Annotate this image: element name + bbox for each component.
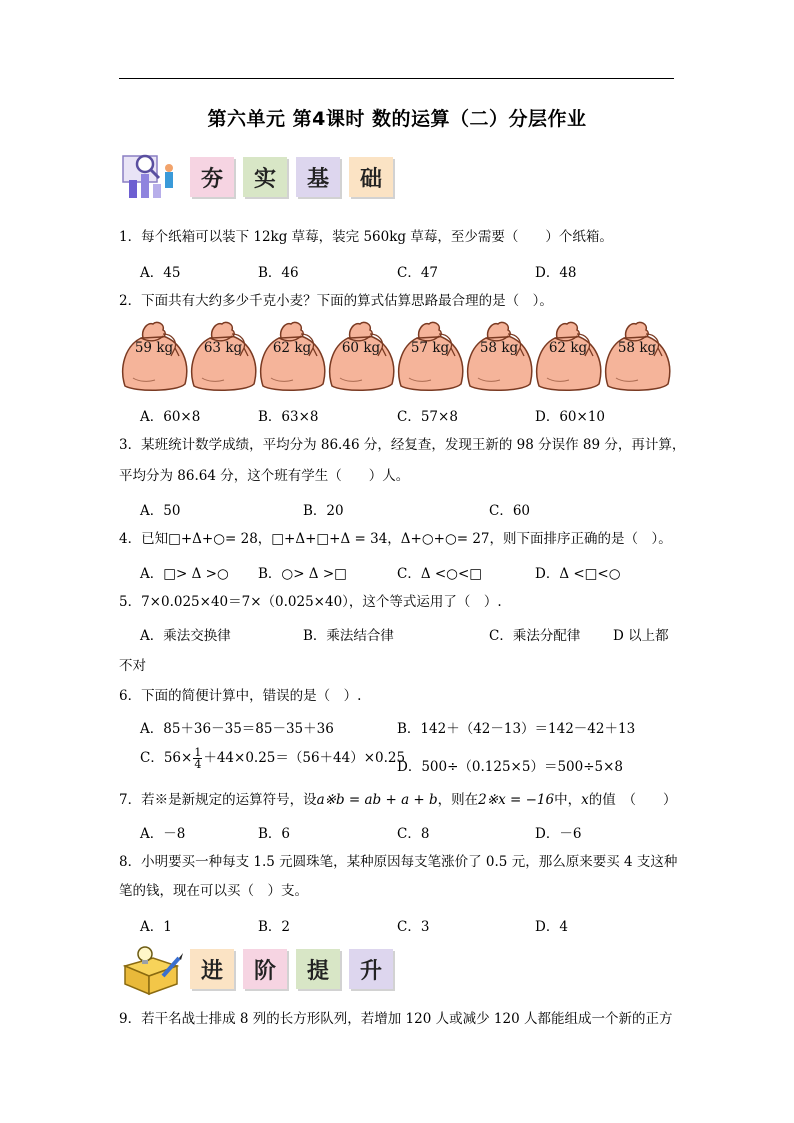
wheat-bag (395, 318, 473, 393)
wheat-bag-weight: 62 kg (548, 340, 588, 356)
q8-option-b: B．2 (258, 919, 291, 935)
question-6: 6．下面的简便计算中，错误的是（ ）. (119, 688, 362, 704)
q7-option-b: B．6 (258, 826, 291, 842)
q6-option-c-post: ＋44×0.25＝（56＋44）×0.25 (203, 750, 406, 766)
q3-option-c: C．60 (489, 503, 531, 519)
wheat-bag-weight: 62 kg (272, 340, 312, 356)
wheat-bag-weight: 59 kg (134, 340, 174, 356)
q4-option-d: D．Δ <□<○ (535, 566, 621, 582)
wheat-bag (533, 318, 611, 393)
wheat-bag-weight: 63 kg (203, 340, 243, 356)
q5-option-a: A．乘法交换律 (140, 628, 231, 644)
q2-option-c: C．57×8 (397, 409, 458, 425)
wheat-bag (464, 318, 542, 393)
section-banner-advanced (190, 949, 393, 989)
question-5: 5．7×0.025×40＝7×（0.025×40），这个等式运用了（ ）. (119, 594, 502, 610)
question-4: 4．已知□+Δ+○= 28，□+Δ+□+Δ = 34，Δ+○+○= 27，则下面排序正确的是（ ）。 (119, 531, 672, 547)
analysis-icon (119, 150, 181, 202)
q8-option-a: A．1 (140, 919, 172, 935)
q1-option-b: B．46 (258, 265, 299, 281)
q7-equation: 2※x = −16 (478, 792, 555, 808)
banner-char: 实 (243, 157, 287, 197)
wheat-bag (326, 318, 404, 393)
wheat-bag-weight: 58 kg (479, 340, 519, 356)
page-title: 第六单元 第4课时 数的运算（二）分层作业 (207, 108, 587, 130)
q1-option-a: A．45 (140, 265, 181, 281)
wheat-bag (602, 318, 680, 393)
q8-option-c: C．3 (397, 919, 430, 935)
header-rule (119, 78, 674, 79)
question-3-line1: 3．某班统计数学成绩，平均分为 86.46 分，经复查，发现王新的 98 分误作 89 分，再计算， (119, 437, 686, 453)
q2-option-d: D．60×10 (535, 409, 605, 425)
q7-option-d: D．－6 (535, 826, 582, 842)
question-3-line2: 平均分为 86.64 分，这个班有学生（ ）人。 (119, 468, 410, 484)
section-banner-basic (190, 157, 393, 197)
q5-option-b: B．乘法结合律 (303, 628, 394, 644)
fraction-denominator: 4 (194, 758, 202, 771)
wheat-bag-weight: 60 kg (341, 340, 381, 356)
q8-option-d: D．4 (535, 919, 568, 935)
q4-option-a: A．□> Δ >○ (140, 566, 229, 582)
q7-text: 7．若※是新规定的运算符号，设 (119, 792, 317, 808)
banner-char: 阶 (243, 949, 287, 989)
banner-char: 提 (296, 949, 340, 989)
q6-option-a: A．85＋36－35＝85－35＋36 (140, 721, 334, 737)
banner-char: 进 (190, 949, 234, 989)
q1-option-c: C．47 (397, 265, 439, 281)
q5-option-c: C．乘法分配律 (489, 628, 581, 644)
q7-text: ，则在 (437, 792, 479, 808)
q6-option-b: B．142＋（42－13）＝142－42＋13 (397, 721, 636, 737)
question-7 (119, 789, 676, 811)
q2-option-a: A．60×8 (140, 409, 201, 425)
wheat-bag-weight: 57 kg (410, 340, 450, 356)
banner-char: 基 (296, 157, 340, 197)
wheat-bag (119, 318, 197, 393)
q3-option-a: A．50 (140, 503, 181, 519)
banner-char: 升 (349, 949, 393, 989)
banner-char: 夯 (190, 157, 234, 197)
fraction (193, 747, 202, 770)
q4-option-c: C．Δ <○<□ (397, 566, 483, 582)
q1-option-d: D．48 (535, 265, 577, 281)
q7-option-c: C．8 (397, 826, 430, 842)
question-1: 1．每个纸箱可以装下 12kg 草莓，装完 560kg 草莓，至少需要（ ）个纸箱。 (119, 229, 613, 245)
q2-option-b: B．63×8 (258, 409, 319, 425)
q6-option-c-pre: C．56× (140, 750, 193, 766)
fraction-numerator: 1 (194, 746, 202, 759)
q3-option-b: B．20 (303, 503, 344, 519)
question-8-line1: 8．小明要买一种每支 1.5 元圆珠笔，某种原因每支笔涨价了 0.5 元，那么原来要买 4 支这种 (119, 854, 678, 870)
banner-char: 础 (349, 157, 393, 197)
wheat-bag (188, 318, 266, 393)
q6-option-d: D．500÷（0.125×5）＝500÷5×8 (397, 759, 624, 775)
wheat-bag (257, 318, 335, 393)
wheat-bags-row (119, 318, 679, 396)
q5-option-d-cont: 不对 (119, 658, 146, 674)
q4-option-b: B．○> Δ >□ (258, 566, 347, 582)
question-9: 9．若干名战士排成 8 列的长方形队列，若增加 120 人或减少 120 人都能组成一个新的正方 (119, 1011, 673, 1027)
q7-option-a: A．－8 (140, 826, 186, 842)
q6-option-c (140, 746, 405, 770)
q7-variable: x (581, 792, 589, 808)
q7-text: 中， (554, 792, 582, 808)
q7-definition: a※b = ab + a + b (316, 792, 438, 808)
q7-text: 的值 （ ） (588, 792, 677, 808)
question-8-line2: 笔的钱，现在可以买（ ）支。 (119, 883, 308, 899)
idea-box-icon (117, 944, 185, 996)
question-2: 2．下面共有大约多少千克小麦？下面的算式估算思路最合理的是（ ）。 (119, 293, 553, 309)
wheat-bag-weight: 58 kg (617, 340, 657, 356)
q5-option-d: D 以上都 (613, 628, 669, 644)
